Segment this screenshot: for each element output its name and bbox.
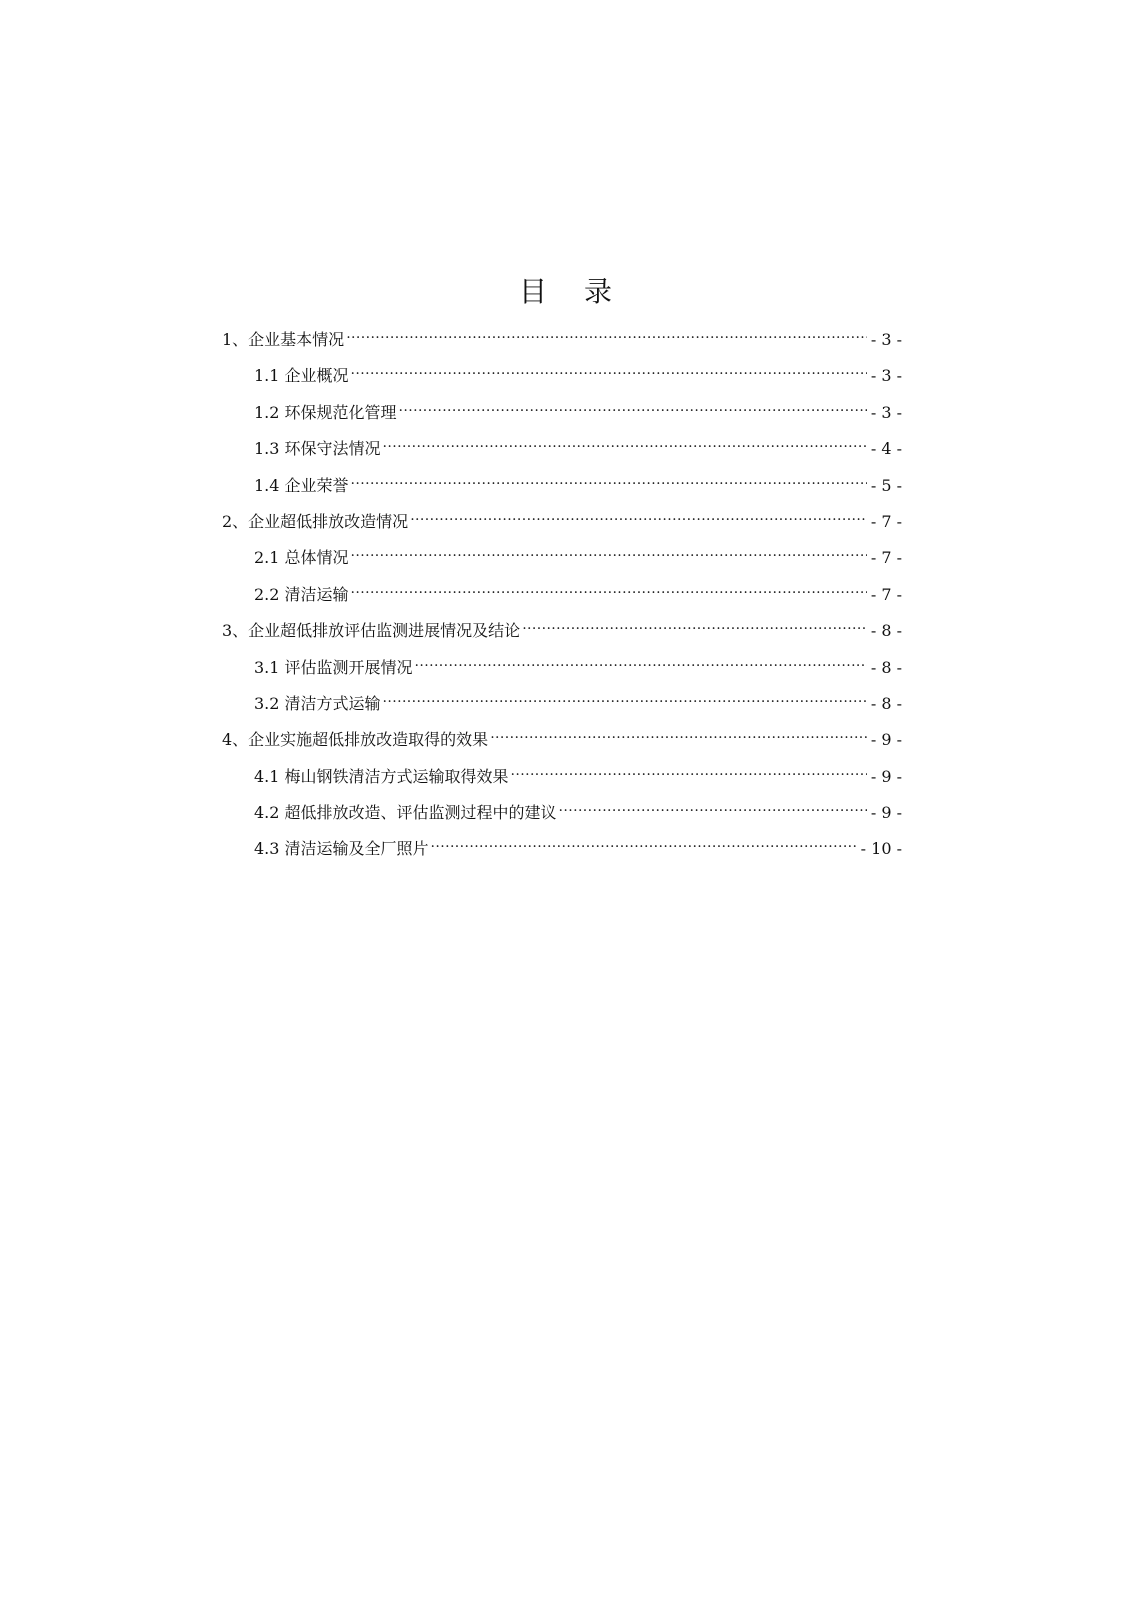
- toc-entry-label: 1.2 环保规范化管理: [254, 402, 397, 422]
- toc-entry-page: - 9 -: [870, 766, 902, 786]
- toc-entry[interactable]: [222, 359, 902, 395]
- toc-dot-leader: [559, 796, 867, 818]
- toc-title: 目 录: [519, 275, 626, 308]
- toc-entry-page: - 10 -: [860, 839, 902, 859]
- toc-entry[interactable]: [222, 323, 902, 359]
- toc-entry-label: 3、企业超低排放评估监测进展情况及结论: [222, 621, 521, 641]
- toc-entry-label: 4.1 梅山钢铁清洁方式运输取得效果: [254, 766, 509, 786]
- toc-entry-page: - 7 -: [870, 584, 902, 604]
- toc-entry-page: - 9 -: [870, 803, 902, 823]
- toc-entry-page: - 8 -: [870, 621, 902, 641]
- toc-dot-leader: [346, 323, 867, 345]
- toc-entry-label: 1.1 企业概况: [254, 366, 349, 386]
- toc-entry[interactable]: [222, 687, 902, 723]
- toc-dot-leader: [383, 432, 867, 454]
- toc-entry-page: - 7 -: [870, 548, 902, 568]
- toc-entry-label: 1.3 环保守法情况: [254, 439, 381, 459]
- toc-entry-page: - 9 -: [870, 730, 902, 750]
- toc-dot-leader: [431, 832, 857, 854]
- toc-entry[interactable]: [222, 651, 902, 687]
- toc-entry[interactable]: [222, 723, 902, 759]
- toc-entry[interactable]: [222, 760, 902, 796]
- toc-entry-page: - 5 -: [870, 475, 902, 495]
- toc-dot-leader: [490, 723, 867, 745]
- toc-entry-label: 4.3 清洁运输及全厂照片: [254, 839, 429, 859]
- toc-dot-leader: [383, 687, 867, 709]
- toc-entry[interactable]: [222, 396, 902, 432]
- toc-dot-leader: [351, 469, 867, 491]
- toc-entry-label: 1、企业基本情况: [222, 330, 345, 349]
- toc-entry-label: 2.2 清洁运输: [254, 584, 349, 604]
- toc-dot-leader: [415, 651, 867, 673]
- toc-entry-page: - 3 -: [870, 402, 902, 422]
- toc-entry-page: - 7 -: [870, 511, 902, 531]
- toc-dot-leader: [351, 541, 867, 563]
- toc-entry[interactable]: [222, 614, 902, 650]
- toc-dot-leader: [410, 505, 867, 527]
- toc-dot-leader: [351, 359, 867, 381]
- toc-entry[interactable]: [222, 796, 902, 832]
- toc-entry[interactable]: [222, 832, 902, 868]
- toc-dot-leader: [351, 578, 867, 600]
- toc-entry-label: 3.1 评估监测开展情况: [254, 657, 413, 677]
- toc-entry-page: - 8 -: [870, 657, 902, 677]
- toc-entry[interactable]: [222, 505, 902, 541]
- toc-entry-page: - 3 -: [870, 330, 902, 349]
- toc-entry-label: 4.2 超低排放改造、评估监测过程中的建议: [254, 803, 557, 823]
- toc-list: [222, 323, 902, 869]
- toc-entry[interactable]: [222, 469, 902, 505]
- toc-entry[interactable]: [222, 432, 902, 468]
- toc-entry-label: 3.2 清洁方式运输: [254, 693, 381, 713]
- toc-dot-leader: [522, 614, 867, 636]
- toc-entry[interactable]: [222, 578, 902, 614]
- toc-entry-page: - 3 -: [870, 366, 902, 386]
- toc-entry-label: 1.4 企业荣誉: [254, 475, 349, 495]
- toc-entry-page: - 4 -: [870, 439, 902, 459]
- toc-entry[interactable]: [222, 541, 902, 577]
- toc-entry-label: 2、企业超低排放改造情况: [222, 511, 409, 531]
- toc-dot-leader: [511, 760, 867, 782]
- toc-entry-label: 4、企业实施超低排放改造取得的效果: [222, 730, 489, 750]
- toc-entry-label: 2.1 总体情况: [254, 548, 349, 568]
- toc-entry-page: - 8 -: [870, 693, 902, 713]
- toc-dot-leader: [399, 396, 867, 418]
